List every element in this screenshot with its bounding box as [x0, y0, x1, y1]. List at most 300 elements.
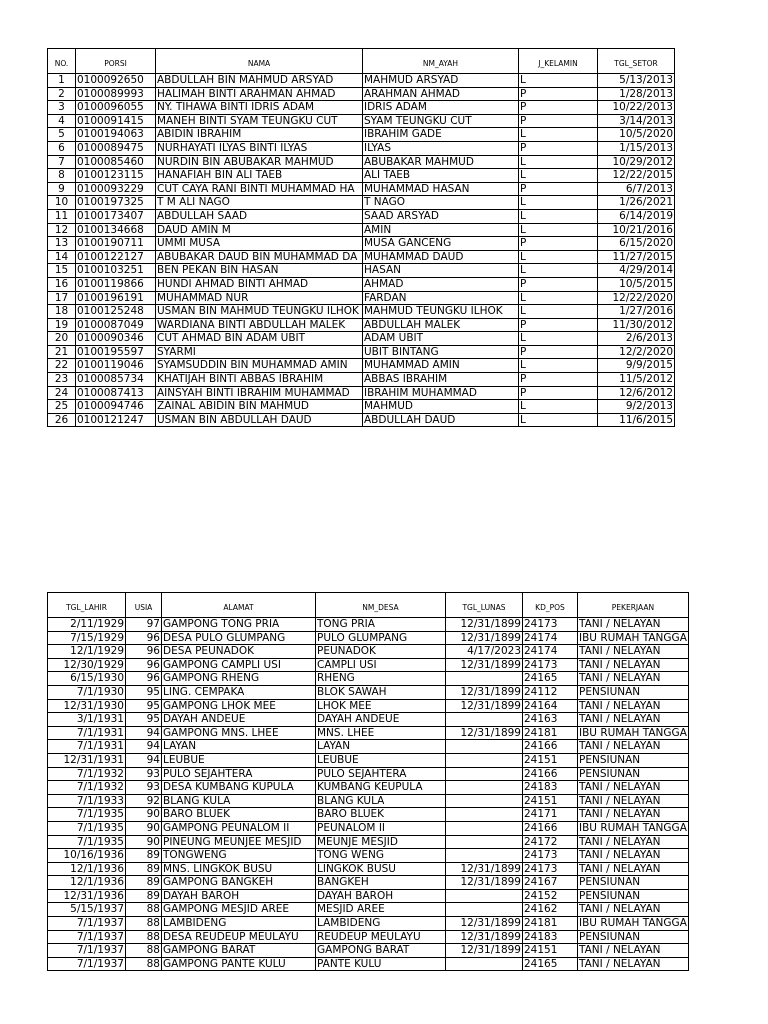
table-cell — [446, 835, 523, 849]
table-cell: 92 — [126, 794, 162, 808]
table-cell: L — [519, 169, 598, 183]
table-cell: 2 — [48, 87, 76, 101]
table-cell: 9/2/2013 — [598, 400, 675, 414]
table-cell — [446, 808, 523, 822]
table-cell: IBRAHIM GADE — [363, 128, 519, 142]
table-cell: 0100125248 — [76, 305, 156, 319]
table-cell: 14 — [48, 250, 76, 264]
table-cell: 24166 — [523, 767, 578, 781]
table-cell: TANI / NELAYAN — [578, 618, 689, 632]
table-cell: IBU RUMAH TANGGA — [579, 726, 687, 739]
table-cell: HANAFIAH BIN ALI TAEB — [156, 169, 363, 183]
table-row — [48, 849, 689, 863]
table-cell: 0100197325 — [76, 196, 156, 210]
table-row — [48, 359, 675, 373]
column-header: USIA — [126, 593, 162, 618]
table-cell: 7/1/1937 — [48, 917, 126, 931]
table-cell: PENSIUNAN — [578, 930, 689, 944]
table-cell: 24167 — [523, 876, 578, 890]
table-cell: P — [519, 141, 598, 155]
table-cell: 12/31/1899 — [446, 944, 523, 958]
table-cell: SYAM TEUNGKU CUT — [363, 114, 519, 128]
table-row — [48, 631, 689, 645]
column-header: PORSI — [76, 49, 156, 74]
table-cell: 5 — [48, 128, 76, 142]
table-cell: 11/30/2012 — [598, 318, 675, 332]
column-header: TGL_LUNAS — [446, 593, 523, 618]
table-row — [48, 781, 689, 795]
table-cell: 96 — [126, 631, 162, 645]
table-cell: 22 — [48, 359, 76, 373]
table-cell: 0100085734 — [76, 373, 156, 387]
table-cell: TANI / NELAYAN — [578, 862, 689, 876]
table-cell: 12/22/2020 — [598, 291, 675, 305]
table-row — [48, 209, 675, 223]
table-cell: LHOK MEE — [316, 699, 446, 713]
table-cell: 3 — [48, 101, 76, 115]
table-cell: 94 — [126, 753, 162, 767]
table-row — [48, 713, 689, 727]
table-cell: TANI / NELAYAN — [578, 794, 689, 808]
table-cell: 1/26/2021 — [598, 196, 675, 210]
table-cell: P — [519, 345, 598, 359]
table-cell: 0100194063 — [76, 128, 156, 142]
table-cell: 24174 — [523, 645, 578, 659]
table-cell: MUSA GANCENG — [363, 237, 519, 251]
table-cell: TANI / NELAYAN — [578, 849, 689, 863]
table-cell — [446, 740, 523, 754]
table-cell: 97 — [126, 618, 162, 632]
table-cell: 12/31/1899 — [446, 631, 523, 645]
table-row — [48, 114, 675, 128]
table-cell: 96 — [126, 645, 162, 659]
column-header: NM_AYAH — [363, 49, 519, 74]
table-cell: HASAN — [363, 264, 519, 278]
table-cell: 1/28/2013 — [598, 87, 675, 101]
table-cell: DAYAH BAROH — [316, 889, 446, 903]
table-cell: 0100121247 — [76, 413, 156, 427]
table-row — [48, 223, 675, 237]
table-cell: 1 — [48, 74, 76, 88]
table-cell: 89 — [126, 876, 162, 890]
table-cell: PENSIUNAN — [578, 876, 689, 890]
table-cell: 10/5/2015 — [598, 277, 675, 291]
table-cell: 12/31/1899 — [446, 658, 523, 672]
table-cell: MANEH BINTI SYAM TEUNGKU CUT — [156, 114, 363, 128]
table-cell: PEUNALOM II — [316, 821, 446, 835]
table-cell: GAMPONG CAMPLI USI — [162, 658, 316, 672]
table-cell: ABIDIN IBRAHIM — [156, 128, 363, 142]
table-cell: PENSIUNAN — [578, 889, 689, 903]
table-cell — [446, 821, 523, 835]
table-cell: PANTE KULU — [316, 957, 446, 971]
table-cell: 6 — [48, 141, 76, 155]
table-row — [48, 821, 689, 835]
table-cell: 21 — [48, 345, 76, 359]
table-cell: LEUBUE — [162, 753, 316, 767]
table-cell: P — [519, 318, 598, 332]
table-row — [48, 141, 675, 155]
table-cell: 95 — [126, 713, 162, 727]
table-cell: 0100173407 — [76, 209, 156, 223]
table-cell: ABDULLAH SAAD — [156, 209, 363, 223]
table-cell: 0100190711 — [76, 237, 156, 251]
table-cell: P — [519, 101, 598, 115]
table-row — [48, 740, 689, 754]
table-cell: 24151 — [523, 794, 578, 808]
table-cell: L — [519, 291, 598, 305]
table-cell: AINSYAH BINTI IBRAHIM MUHAMMAD — [156, 386, 363, 400]
table-row — [48, 808, 689, 822]
table-cell: 0100119866 — [76, 277, 156, 291]
table-cell: 88 — [126, 917, 162, 931]
table-cell: SYAMSUDDIN BIN MUHAMMAD AMIN — [156, 359, 363, 373]
table-cell: 0100089475 — [76, 141, 156, 155]
table-cell: 24152 — [523, 889, 578, 903]
table-cell: MEUNJE MESJID — [316, 835, 446, 849]
table-row — [48, 957, 689, 971]
table-cell: 7 — [48, 155, 76, 169]
table-cell: 0100122127 — [76, 250, 156, 264]
table-cell: IBU RUMAH TANGGA — [579, 631, 687, 644]
table-cell: UMMI MUSA — [156, 237, 363, 251]
table-cell: 24162 — [523, 903, 578, 917]
table-cell: HALIMAH BINTI ARAHMAN AHMAD — [156, 87, 363, 101]
table-cell: TONG PRIA — [316, 618, 446, 632]
table-cell: 24174 — [523, 631, 578, 645]
table-cell: 0100092650 — [76, 74, 156, 88]
table-cell: SAAD ARSYAD — [363, 209, 519, 223]
table-cell: KUMBANG KEUPULA — [316, 781, 446, 795]
table-cell: 24183 — [523, 781, 578, 795]
table-cell: 93 — [126, 767, 162, 781]
table-cell — [446, 767, 523, 781]
table-cell: 11 — [48, 209, 76, 223]
table-cell: 2/6/2013 — [598, 332, 675, 346]
table-cell: TANI / NELAYAN — [578, 781, 689, 795]
table-cell: GAMPONG BARAT — [162, 944, 316, 958]
table-cell: PINEUNG MEUNJEE MESJID — [162, 835, 316, 849]
table-cell: DESA REUDEUP MEULAYU — [162, 930, 316, 944]
table-cell — [446, 889, 523, 903]
table-cell: 24 — [48, 386, 76, 400]
table-cell: 24173 — [523, 658, 578, 672]
table-cell: PENSIUNAN — [578, 685, 689, 699]
table-cell: 89 — [126, 889, 162, 903]
table-cell: 12/31/1930 — [48, 699, 126, 713]
table-cell: 1/15/2013 — [598, 141, 675, 155]
table-cell: 12/31/1899 — [446, 726, 523, 740]
table-cell — [446, 672, 523, 686]
table-cell: 20 — [48, 332, 76, 346]
table-cell: P — [519, 87, 598, 101]
table-cell: MUHAMMAD NUR — [156, 291, 363, 305]
table-cell: LAMBIDENG — [162, 917, 316, 931]
table-cell — [446, 713, 523, 727]
table-cell: MAHMUD ARSYAD — [363, 74, 519, 88]
table-cell: 11/5/2012 — [598, 373, 675, 387]
table-row — [48, 876, 689, 890]
table-cell: 6/14/2019 — [598, 209, 675, 223]
table-cell: ABUBAKAR MAHMUD — [363, 155, 519, 169]
table-cell: ILYAS — [363, 141, 519, 155]
table-cell: PULO SEJAHTERA — [162, 767, 316, 781]
table-cell: 10/5/2020 — [598, 128, 675, 142]
table-cell: 10/16/1936 — [48, 849, 126, 863]
table-cell: 12/2/2020 — [598, 345, 675, 359]
table-cell: 12/6/2012 — [598, 386, 675, 400]
table-cell: BLANG KULA — [316, 794, 446, 808]
table-cell: DAYAH BAROH — [162, 889, 316, 903]
table-cell: 7/1/1930 — [48, 685, 126, 699]
table-cell: MAHMUD — [363, 400, 519, 414]
table-row — [48, 658, 689, 672]
table-cell: TANI / NELAYAN — [578, 658, 689, 672]
table-cell: 0100196191 — [76, 291, 156, 305]
table-cell: 24173 — [523, 862, 578, 876]
table-cell: GAMPONG LHOK MEE — [162, 699, 316, 713]
table-row — [48, 128, 675, 142]
table-row — [48, 413, 675, 427]
table-cell: PEUNADOK — [316, 645, 446, 659]
table-cell: NY. TIHAWA BINTI IDRIS ADAM — [156, 101, 363, 115]
table-cell: TANI / NELAYAN — [578, 808, 689, 822]
table-cell: 13 — [48, 237, 76, 251]
table-cell: 12/31/1899 — [446, 862, 523, 876]
table-cell: 24151 — [523, 944, 578, 958]
table-cell: MAHMUD TEUNGKU ILHOK — [363, 305, 519, 319]
table-cell — [446, 753, 523, 767]
table-cell: L — [519, 400, 598, 414]
table-cell: 93 — [126, 781, 162, 795]
table-row — [48, 767, 689, 781]
table-cell: TANI / NELAYAN — [578, 903, 689, 917]
table-cell: 19 — [48, 318, 76, 332]
table-cell: 7/1/1932 — [48, 767, 126, 781]
table-cell: RHENG — [316, 672, 446, 686]
table-cell: 7/1/1932 — [48, 781, 126, 795]
table-cell: P — [519, 237, 598, 251]
column-header: ALAMAT — [162, 593, 316, 618]
table-cell: 12/31/1899 — [446, 930, 523, 944]
table-cell: DAUD AMIN M — [156, 223, 363, 237]
table-cell: 15 — [48, 264, 76, 278]
table-cell: 12/31/1899 — [446, 685, 523, 699]
table-cell: PULO GLUMPANG — [316, 631, 446, 645]
table-cell: 24164 — [523, 699, 578, 713]
table-cell: T M ALI NAGO — [156, 196, 363, 210]
table-cell: PULO SEJAHTERA — [316, 767, 446, 781]
table-cell: 0100119046 — [76, 359, 156, 373]
table-cell: P — [519, 386, 598, 400]
table-cell: 16 — [48, 277, 76, 291]
table-cell: TANI / NELAYAN — [578, 835, 689, 849]
table-cell: 3/14/2013 — [598, 114, 675, 128]
table-row — [48, 237, 675, 251]
table-row — [48, 250, 675, 264]
table-cell: 7/1/1931 — [48, 726, 126, 740]
table-cell: 24112 — [523, 685, 578, 699]
table-cell: KHATIJAH BINTI ABBAS IBRAHIM — [156, 373, 363, 387]
table-cell: 24181 — [523, 917, 578, 931]
table-cell: LEUBUE — [316, 753, 446, 767]
table-cell: 7/1/1937 — [48, 930, 126, 944]
table-cell: ALI TAEB — [363, 169, 519, 183]
table-cell: ABDULLAH BIN MAHMUD ARSYAD — [156, 74, 363, 88]
table-cell: 94 — [126, 726, 162, 740]
table-cell: GAMPONG TONG PRIA — [162, 618, 316, 632]
table-cell: 2/11/1929 — [48, 618, 126, 632]
table-cell: 88 — [126, 930, 162, 944]
table-cell: 6/7/2013 — [598, 182, 675, 196]
table-header-row — [48, 49, 675, 74]
table-cell: L — [519, 155, 598, 169]
table-cell: 18 — [48, 305, 76, 319]
table-cell: CUT AHMAD BIN ADAM UBIT — [156, 332, 363, 346]
table-cell: CUT CAYA RANI BINTI MUHAMMAD HA — [156, 182, 363, 196]
table-cell: 24165 — [523, 957, 578, 971]
table-cell: ABUBAKAR DAUD BIN MUHAMMAD DA — [156, 250, 363, 264]
table-cell: P — [519, 182, 598, 196]
table-cell: TANI / NELAYAN — [578, 645, 689, 659]
table-cell: AMIN — [363, 223, 519, 237]
table-row — [48, 373, 675, 387]
table-cell: 88 — [126, 903, 162, 917]
table-cell: ZAINAL ABIDIN BIN MAHMUD — [156, 400, 363, 414]
table-cell: 6/15/2020 — [598, 237, 675, 251]
table-cell — [446, 903, 523, 917]
table-cell: 7/15/1929 — [48, 631, 126, 645]
table-cell: TANI / NELAYAN — [578, 944, 689, 958]
table-cell: 24181 — [523, 726, 578, 740]
table-cell: 0100093229 — [76, 182, 156, 196]
table-cell: TONGWENG — [162, 849, 316, 863]
table-cell: IBU RUMAH TANGGA — [579, 917, 687, 930]
table-cell: 6/15/1930 — [48, 672, 126, 686]
table-cell: 88 — [126, 944, 162, 958]
table-cell: GAMPONG MNS. LHEE — [162, 726, 316, 740]
table-cell: ABBAS IBRAHIM — [363, 373, 519, 387]
table-cell: 0100090346 — [76, 332, 156, 346]
table-cell: 11/6/2015 — [598, 413, 675, 427]
table-cell: 0100089993 — [76, 87, 156, 101]
table-cell: 0100087049 — [76, 318, 156, 332]
table-cell: 26 — [48, 413, 76, 427]
table-row — [48, 672, 689, 686]
table-cell: PENSIUNAN — [578, 767, 689, 781]
table-cell: 24183 — [523, 930, 578, 944]
table-cell: L — [519, 128, 598, 142]
table-cell: L — [519, 209, 598, 223]
table-cell: AHMAD — [363, 277, 519, 291]
table-row — [48, 101, 675, 115]
table-cell: ARAHMAN AHMAD — [363, 87, 519, 101]
table-cell: LINGKOK BUSU — [316, 862, 446, 876]
table-cell: BLANG KULA — [162, 794, 316, 808]
column-header: PEKERJAAN — [578, 593, 689, 618]
table-cell: 95 — [126, 699, 162, 713]
column-header: NO. — [48, 49, 76, 74]
pilgrim-registry-table — [47, 48, 675, 427]
table-cell: ABDULLAH MALEK — [363, 318, 519, 332]
table-cell: TONG WENG — [316, 849, 446, 863]
column-header: NM_DESA — [316, 593, 446, 618]
table-row — [48, 155, 675, 169]
table-cell: DESA KUMBANG KUPULA — [162, 781, 316, 795]
table-cell: 7/1/1931 — [48, 740, 126, 754]
table-cell: CAMPLI USI — [316, 658, 446, 672]
table-cell: 9/9/2015 — [598, 359, 675, 373]
table-cell: 24151 — [523, 753, 578, 767]
pilgrim-details-table — [47, 592, 689, 971]
table-cell: 0100085460 — [76, 155, 156, 169]
table-cell: 0100087413 — [76, 386, 156, 400]
table-cell: MNS. LHEE — [316, 726, 446, 740]
table-cell: 10/29/2012 — [598, 155, 675, 169]
table-row — [48, 618, 689, 632]
table-cell: L — [519, 250, 598, 264]
table-cell: 24165 — [523, 672, 578, 686]
table-cell: L — [519, 196, 598, 210]
table-row — [48, 726, 689, 740]
table-row — [48, 318, 675, 332]
table-cell: 0100195597 — [76, 345, 156, 359]
table-cell: REUDEUP MEULAYU — [316, 930, 446, 944]
table-row — [48, 753, 689, 767]
table-cell — [446, 794, 523, 808]
table-header-row — [48, 593, 689, 618]
table-cell: 24172 — [523, 835, 578, 849]
table-row — [48, 400, 675, 414]
table-cell: SYARMI — [156, 345, 363, 359]
table-cell: ABDULLAH DAUD — [363, 413, 519, 427]
table-cell: 4/17/2023 — [446, 645, 523, 659]
table-row — [48, 930, 689, 944]
table-cell: 10/22/2013 — [598, 101, 675, 115]
table-row — [48, 87, 675, 101]
table-cell: 12/22/2015 — [598, 169, 675, 183]
table-cell: PENSIUNAN — [578, 753, 689, 767]
table-row — [48, 794, 689, 808]
table-row — [48, 169, 675, 183]
table-cell: 5/13/2013 — [598, 74, 675, 88]
table-cell: L — [519, 305, 598, 319]
table-cell: 89 — [126, 849, 162, 863]
table-cell: NURDIN BIN ABUBAKAR MAHMUD — [156, 155, 363, 169]
table-cell: 12/1/1936 — [48, 876, 126, 890]
table-cell: 12/31/1899 — [446, 618, 523, 632]
table-cell: ADAM UBIT — [363, 332, 519, 346]
table-cell: 4/29/2014 — [598, 264, 675, 278]
table-cell: 12/31/1936 — [48, 889, 126, 903]
table-cell: USMAN BIN MAHMUD TEUNGKU ILHOK — [156, 305, 363, 319]
table-cell: BANGKEH — [316, 876, 446, 890]
table-cell: 3/1/1931 — [48, 713, 126, 727]
table-cell: BLOK SAWAH — [316, 685, 446, 699]
table-cell: 12/1/1936 — [48, 862, 126, 876]
table-cell: 12 — [48, 223, 76, 237]
table-row — [48, 264, 675, 278]
table-row — [48, 903, 689, 917]
table-cell: BEN PEKAN BIN HASAN — [156, 264, 363, 278]
table-cell: TANI / NELAYAN — [578, 699, 689, 713]
table-row — [48, 386, 675, 400]
table-cell: LAMBIDENG — [316, 917, 446, 931]
table-cell: L — [519, 413, 598, 427]
table-row — [48, 835, 689, 849]
table-cell: P — [519, 277, 598, 291]
table-cell: 10 — [48, 196, 76, 210]
